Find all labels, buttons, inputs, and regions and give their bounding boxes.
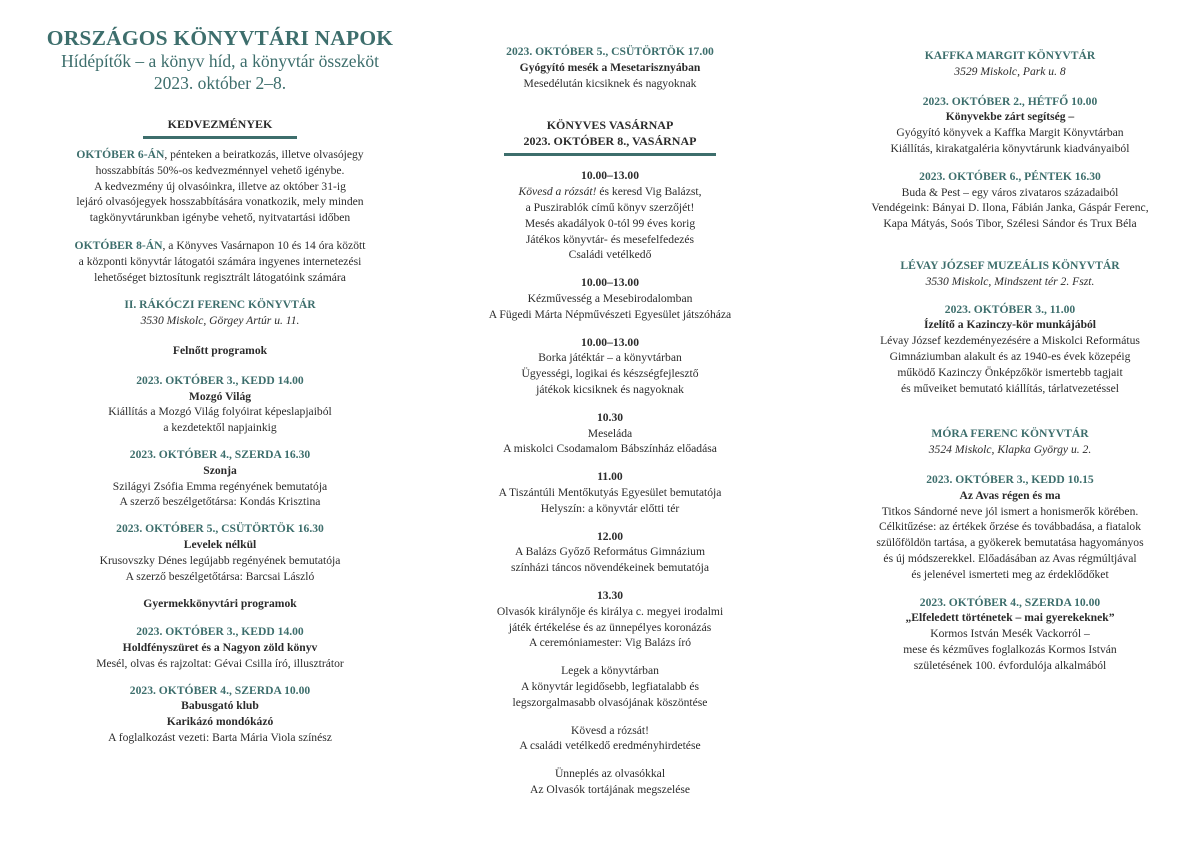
event-time: 13.30	[596, 588, 624, 602]
library-address: 3530 Miskolc, Görgey Artúr u. 11.	[140, 314, 300, 328]
event-date: 2023. OKTÓBER 4., SZERDA 10.00	[129, 683, 311, 697]
event-block	[440, 44, 780, 91]
event-desc: Lévay József kezdeményezésére a Miskolci Református	[880, 334, 1140, 348]
event-desc: Családi vetélkedő	[568, 248, 652, 262]
discount-item-2: OKTÓBER 8-ÁN, a Könyves Vasárnapon 10 és 14 óra között	[74, 238, 366, 252]
event-time: 10.30	[596, 410, 624, 424]
event-desc: A családi vetélkedő eredményhirdetése	[519, 739, 701, 753]
event-desc: születésének 100. évfordulója alkalmából	[913, 658, 1107, 672]
event-desc: A Balázs Győző Református Gimnázium	[515, 545, 705, 559]
event-desc: Az Olvasók tortájának megszelése	[530, 782, 690, 796]
event-desc: Legek a könyvtárban	[561, 664, 659, 678]
event-date: 2023. OKTÓBER 3., KEDD 10.15	[926, 472, 1094, 486]
library-name: KAFFKA MARGIT KÖNYVTÁR	[924, 49, 1096, 62]
library-address: 3529 Miskolc, Park u. 8	[954, 64, 1066, 78]
event-desc: A szerző beszélgetőtársa: Barcsai László	[125, 569, 315, 583]
event-desc: Szilágyi Zsófia Emma regényének bemutatója	[112, 479, 328, 493]
event-desc: Játékos könyvtár- és mesefelfedezés	[525, 232, 695, 246]
event-block	[840, 169, 1180, 232]
event-block	[840, 302, 1180, 397]
event-block	[840, 595, 1180, 674]
discount-item-1: OKTÓBER 6-ÁN, pénteken a beiratkozás, illetve olvasójegy	[76, 148, 364, 161]
event-date: 2023. OKTÓBER 4., SZERDA 10.00	[919, 595, 1101, 609]
event-desc: Mesés akadályok 0-tól 99 éves korig	[524, 216, 696, 230]
event-desc: játék értékelése és az ünnepélyes koronázás	[508, 620, 712, 634]
sunday-event	[440, 275, 780, 322]
library-name: II. RÁKÓCZI FERENC KÖNYVTÁR	[124, 298, 316, 312]
event-desc: Célkitűzése: az értékek őrzése és továbbadása, a fiatalok	[878, 520, 1142, 534]
event-desc: színházi táncos növendékeinek bemutatója	[511, 561, 709, 575]
event-desc: mese és kézműves foglalkozás Kormos István	[903, 642, 1117, 656]
event-desc: A Fügedi Márta Népművészeti Egyesület játszóháza	[488, 307, 732, 321]
event-title: Az Avas régen és ma	[959, 488, 1061, 502]
event-desc: Kapa Mátyás, Soós Tibor, Szélesi Sándor és Trux Béla	[883, 217, 1137, 231]
event-title: Karikázó mondókázó	[166, 715, 274, 729]
event-desc: Helyszín: a könyvtár előtti tér	[540, 501, 680, 515]
event-date: 2023. OKTÓBER 6., PÉNTEK 16.30	[919, 169, 1101, 183]
event-title: Szonja	[203, 463, 237, 477]
event-date: 2023. OKTÓBER 5., CSÜTÖRTÖK 16.30	[116, 522, 324, 536]
library-address: 3530 Miskolc, Mindszent tér 2. Fszt.	[925, 274, 1095, 288]
event-desc: a Puszirablók című könyv szerzőjét!	[525, 200, 695, 214]
discount-line: hosszabbítás 50%-os kedvezménnyel vehető igénybe.	[95, 163, 345, 177]
event-desc: Ünneplés az olvasókkal	[554, 767, 666, 781]
page-title: ORSZÁGOS KÖNYVTÁRI NAPOK	[46, 26, 394, 50]
event-block	[840, 94, 1180, 157]
kids-programs-heading: Gyermekkönyvtári programok	[143, 597, 297, 611]
event-block	[40, 373, 400, 436]
library-name: LÉVAY JÓZSEF MUZEÁLIS KÖNYVTÁR	[900, 258, 1120, 272]
library-address: 3524 Miskolc, Klapka György u. 2.	[928, 443, 1092, 457]
event-title: Könyvekbe zárt segítség –	[945, 110, 1075, 124]
event-desc: és új módszerekkel. Előadásában az Avas régmúltjával	[883, 551, 1137, 565]
event-desc: A könyvtár legidősebb, legfiatalabb és	[520, 679, 700, 693]
sunday-event	[440, 663, 780, 710]
event-desc: Kiállítás a Mozgó Világ folyóirat képeslapjaiból	[108, 405, 332, 419]
event-date: 2023. OKTÓBER 3., KEDD 14.00	[136, 373, 304, 387]
event-date: 2023. OKTÓBER 3., 11.00	[944, 302, 1076, 316]
event-desc: működő Kazinczy Önképzőkör ismertebb tagjait	[897, 365, 1123, 379]
column-middle	[440, 0, 780, 798]
event-desc: A foglalkozást vezeti: Barta Mária Viola színész	[108, 730, 332, 744]
event-title: Gyógyító mesék a Mesetarisznyában	[519, 60, 701, 74]
event-date: 2023. OKTÓBER 4., SZERDA 16.30	[129, 447, 311, 461]
event-desc: Buda & Pest – egy város zivataros századaiból	[901, 185, 1119, 199]
event-desc: Titkos Sándorné neve jól ismert a honismerők körében.	[881, 504, 1139, 518]
event-block	[40, 624, 400, 671]
event-desc: Gimnáziumban alakult és az 1940-es évek közepéig	[889, 349, 1131, 363]
event-desc: Meseláda	[587, 426, 633, 440]
event-date: 2023. OKTÓBER 3., KEDD 14.00	[136, 625, 304, 639]
event-title: Levelek nélkül	[183, 537, 257, 551]
event-dates: 2023. október 2–8.	[153, 73, 287, 93]
discount-line: tagkönyvtárunkban igénybe vehető, nyitvatartási időben	[89, 211, 351, 225]
sunday-event	[440, 335, 780, 398]
event-desc: Ügyességi, logikai és készségfejlesztő	[521, 367, 699, 381]
event-time: 10.00–13.00	[581, 276, 639, 290]
sunday-event	[440, 529, 780, 576]
event-date: 2023. OKTÓBER 5., CSÜTÖRTÖK 17.00	[506, 45, 714, 58]
discounts-heading: KEDVEZMÉNYEK	[167, 117, 273, 131]
event-title: Mozgó Világ	[188, 389, 252, 403]
event-block	[40, 521, 400, 584]
discount-line: lehetőséget biztosítunk regisztrált látogatóink számára	[94, 270, 346, 284]
event-desc: szülőföldön tartása, a gyökerek bemutatása hagyományos	[876, 536, 1144, 550]
event-block	[40, 447, 400, 510]
event-desc: Mesedélután kicsiknek és nagyoknak	[523, 76, 697, 90]
event-desc: és műveiket bemutató kiállítás, tárlatvezetéssel	[901, 381, 1119, 395]
sunday-date: 2023. OKTÓBER 8., VASÁRNAP	[523, 134, 697, 149]
event-time: 11.00	[597, 470, 623, 484]
event-title: „Elfeledett történetek – mai gyerekeknek”	[905, 611, 1115, 625]
event-desc: A ceremóniamester: Vig Balázs író	[529, 636, 691, 650]
sunday-event	[440, 168, 780, 263]
event-desc: és jelenével ismerteti meg az érdeklődőket	[911, 567, 1109, 581]
library-name: MÓRA FERENC KÖNYVTÁR	[931, 427, 1089, 441]
event-desc: Kormos István Mesék Vackorról –	[930, 627, 1090, 641]
event-block	[40, 683, 400, 746]
event-desc: Gyógyító könyvek a Kaffka Margit Könyvtárban	[896, 126, 1124, 140]
event-desc: A miskolci Csodamalom Bábszínház előadása	[503, 442, 717, 456]
event-title: Ízelítő a Kazinczy-kör munkájából	[923, 318, 1097, 332]
event-date: 2023. OKTÓBER 2., HÉTFŐ 10.00	[922, 94, 1098, 108]
adult-programs-heading: Felnőtt programok	[172, 343, 268, 357]
discount-line: a központi könyvtár látogatói számára ingyenes internetezési	[78, 254, 362, 268]
discount-line: A kedvezmény új olvasóinkra, illetve az október 31-ig	[94, 179, 346, 193]
event-desc: Mesél, olvas és rajzoltat: Gévai Csilla író, illusztrátor	[96, 656, 344, 670]
event-title: Holdfényszüret és a Nagyon zöld könyv	[122, 640, 318, 654]
event-desc: Kézművesség a Mesebirodalomban	[527, 291, 693, 305]
event-desc: Kövesd a rózsát!	[571, 723, 649, 737]
event-block	[840, 472, 1180, 583]
event-desc: Kövesd a rózsát! és keresd Vig Balázst,	[518, 185, 702, 199]
event-desc: Borka játéktár – a könyvtárban	[538, 351, 682, 365]
page-subtitle: Hídépítők – a könyv híd, a könyvtár összeköt	[61, 51, 379, 71]
sunday-event	[440, 410, 780, 457]
event-desc: Vendégeink: Bányai D. Ilona, Fábián Janka, Gáspár Ferenc,	[871, 201, 1149, 215]
sunday-event	[440, 766, 780, 798]
event-time: 10.00–13.00	[581, 335, 639, 349]
event-desc: legszorgalmasabb olvasójának köszöntése	[512, 695, 708, 709]
event-title: Babusgató klub	[181, 699, 259, 713]
event-desc: A Tiszántúli Mentőkutyás Egyesület bemutatója	[498, 485, 722, 499]
column-left	[40, 0, 400, 746]
sunday-event	[440, 723, 780, 755]
discount-line: lejáró olvasójegyek hosszabbítására vonatkozik, mely minden	[76, 195, 364, 209]
event-desc: a kezdetektől napjainkig	[163, 421, 277, 435]
sunday-event	[440, 469, 780, 516]
sunday-event	[440, 588, 780, 651]
sunday-heading: KÖNYVES VASÁRNAP	[546, 118, 674, 133]
event-time: 10.00–13.00	[581, 169, 639, 183]
event-desc: A szerző beszélgetőtársa: Kondás Krisztina	[119, 495, 321, 509]
event-desc: Olvasók királynője és királya c. megyei irodalmi	[496, 604, 724, 618]
column-right	[840, 0, 1180, 674]
event-desc: Kiállítás, kirakatgaléria könyvtárunk kiadványaiból	[890, 141, 1130, 155]
event-desc: Krusovszky Dénes legújabb regényének bemutatója	[99, 553, 341, 567]
event-time: 12.00	[596, 529, 624, 543]
event-desc: játékok kicsiknek és nagyoknak	[536, 382, 684, 396]
